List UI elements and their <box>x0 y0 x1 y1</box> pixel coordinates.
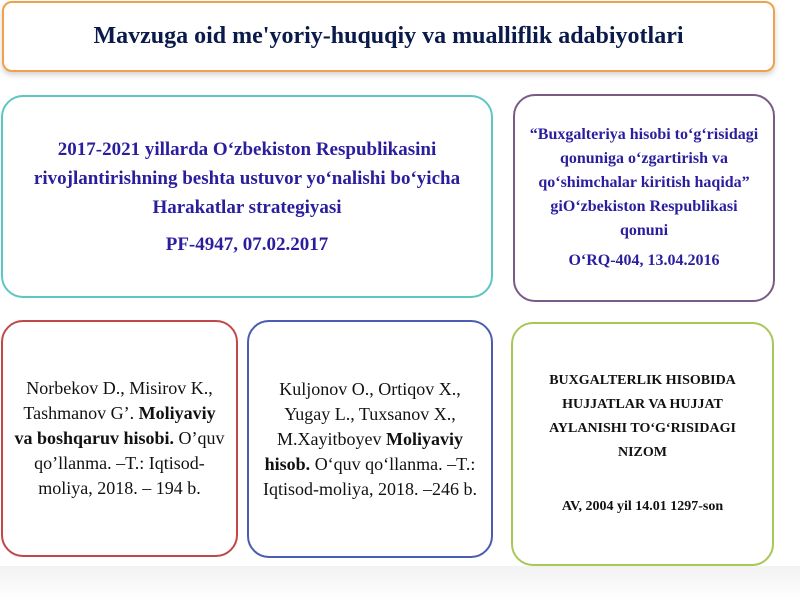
slide-bottom-shade <box>0 566 800 600</box>
norbekov-textbook-card <box>1 320 238 557</box>
kuljonov-textbook-authors: Kuljonov O., Ortiqov X., Yugay L., Tuxsanov X., M.Xayitboyev <box>277 378 461 449</box>
document-circulation-regulation-code: AV, 2004 yil 14.01 1297-son <box>561 499 724 514</box>
slide-title-box <box>2 1 775 72</box>
accounting-law-card <box>513 94 775 302</box>
norbekov-textbook-details: O’quv qo’llanma. –T.: Iqtisod-moliya, 2018. – 194 b. <box>34 428 225 498</box>
accounting-law-text: “Buxgalteriya hisobi to‘g‘risidagi qonuniga o‘zgartirish va qo‘shimchalar kiritish haqida” giO‘zbekiston Respublikasi qonuni <box>529 126 759 239</box>
accounting-law-code: O‘RQ-404, 13.04.2016 <box>568 252 720 269</box>
norbekov-textbook-reference <box>13 376 226 501</box>
document-circulation-regulation-text: BUXGALTERLIK HISOBIDA HUJJATLAR VA HUJJAT AYLANISHI TO‘G‘RISIDAGI NIZOM <box>549 373 736 460</box>
document-circulation-regulation-card <box>511 322 774 566</box>
norbekov-textbook-authors: Norbekov D., Misirov K., Tashmanov G’. <box>23 378 213 423</box>
kuljonov-textbook-details: O‘quv qo‘llanma. –T.: Iqtisod-moliya, 2018. –246 b. <box>263 453 477 499</box>
strategy-reference-card <box>1 95 493 298</box>
slide-title: Mavzuga oid me'yoriy-huquqiy va mualliflik adabiyotlari <box>93 23 684 49</box>
norbekov-textbook-title: Moliyaviy va boshqaruv hisobi. <box>14 403 216 448</box>
strategy-reference-code: PF-4947, 07.02.2017 <box>165 233 329 255</box>
kuljonov-textbook-title: Moliyaviy hisob. <box>264 428 463 474</box>
kuljonov-textbook-reference <box>259 377 481 502</box>
kuljonov-textbook-card <box>247 320 493 558</box>
strategy-reference-text: 2017-2021 yillarda O‘zbekiston Respublikasini rivojlantirishning beshta ustuvor yo‘nalishi bo‘yicha Harakatlar strategiyasi <box>33 138 461 218</box>
